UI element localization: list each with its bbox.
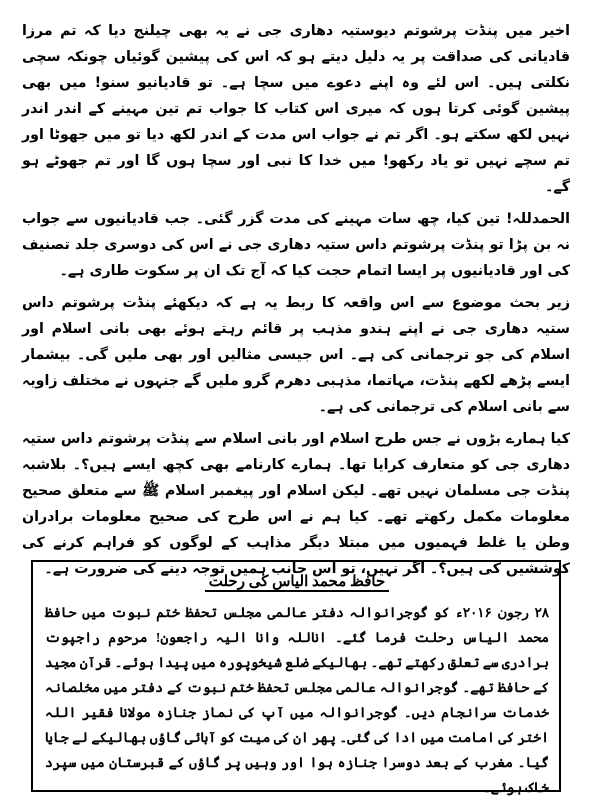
obituary-title (45, 568, 549, 596)
obituary-box (31, 560, 561, 795)
paragraph-result: الحمدللہ! تین کیا، چھ سات مہینے کی مدت گزر گئی۔ جب قادیانیوں سے جواب نہ بن پڑا تو پنڈت پرشوتم داس ستیہ دھاری جی نے اس کی دوسری جلد تصنیف کی اور قادیانیوں پر ایسا اتمام حجت کیا کہ آج تک ان پر سکوت طاری ہے۔ (22, 211, 570, 279)
obituary-title-text: حافظ محمد الیاس کی رحلت (205, 574, 390, 592)
paragraph-challenge: اخیر میں پنڈت پرشوتم دیوستیہ دھاری جی نے یہ بھی چیلنج دیا کہ تم مرزا قادیانی کی صداقت پر یہ دلیل دیتے ہو کہ اس کی پیشین گوئیاں چونکہ سچی نکلتی ہیں۔ اس لئے وہ اپنے دعوے میں سچا ہے۔ تو قادیانیو سنو! میں بھی پیشین گوئی کرتا ہوں کہ میری اس کتاب کا جواب تم تین مہینے کے اندر اندر نہیں لکھ سکتے ہو۔ اگر تم نے جواب اس مدت کے اندر لکھ دیا تو میں جھوٹا اور تم سچے نہیں تو یاد رکھو! میں خدا کا نبی اور سچا ہوں گا اور تم جھوٹے ہو گے۔ (22, 23, 570, 195)
obituary-body: ۲۸ رجون ۲۰۱۶ء کو گوجرانوالہ دفتر عالمی مجلس تحفظ ختم نبوت میں حافظ محمد الیاس رحلت فرما گئے۔ اناللہ وانا الیہ راجعون! مرحوم راجپوت برادری سے تعلق رکھتے تھے۔ بھالیکے ضلع شیخوپورہ میں پیدا ہوئے۔ قرآن مجید کے حافظ تھے۔ گوجرانوالہ عالمی مجلس تحفظ ختم نبوت کے دفتر میں مخلصانہ خدمات سرانجام دیں۔ گوجرانوالہ میں آپ کی نماز جنازہ مولانا فقیر اللہ اختر کی امامت میں ادا کی گئی۔ پھر ان کی میت کو آبائی گاؤں بھالیکے لے جایا گیا۔ مغرب کے بعد دوسرا جنازہ ہوا اور وہیں پر گاؤں کے قبرستان میں سپرد خاک ہوئے۔ (45, 605, 549, 795)
paragraph-discussion: زیر بحث موضوع سے اس واقعہ کا ربط یہ ہے کہ دیکھئے پنڈت پرشوتم داس ستیہ دھاری جی نے اپنے ہندو مذہب پر قائم رہتے ہوئے بھی بانی اسلام اور اسلام کی جو ترجمانی کی ہے۔ اس جیسی مثالیں اور بھی ملیں گی۔ بیشمار ایسے پڑھے لکھے پنڈت، مہاتما، مذہبی دھرم گرو ملیں گے جنہوں نے مختلف زاویہ سے بانی اسلام کی ترجمانی کی ہے۔ (22, 295, 570, 415)
paragraph-question: کیا ہمارے بڑوں نے جس طرح اسلام اور بانی اسلام سے پنڈت پرشوتم داس ستیہ دھاری جی کو متعارف کرایا تھا۔ ہمارے کارنامے بھی کچھ ایسے ہیں؟۔ بلاشبہ پنڈت جی مسلمان نہیں تھے۔ لیکن اسلام اور پیغمبر اسلام ﷺ سے متعلق صحیح معلومات مکمل رکھتے تھے۔ کیا ہم نے اس طرح کی صحیح معلومات برادران وطن یا غلط فہمیوں میں مبتلا دیگر مذاہب کے لوگوں کو فراہم کرنے کی کوششیں کی ہیں؟۔ اگر نہیں، تو اس جانب ہمیں توجہ دینے کی ضرورت ہے۔ (22, 431, 570, 577)
